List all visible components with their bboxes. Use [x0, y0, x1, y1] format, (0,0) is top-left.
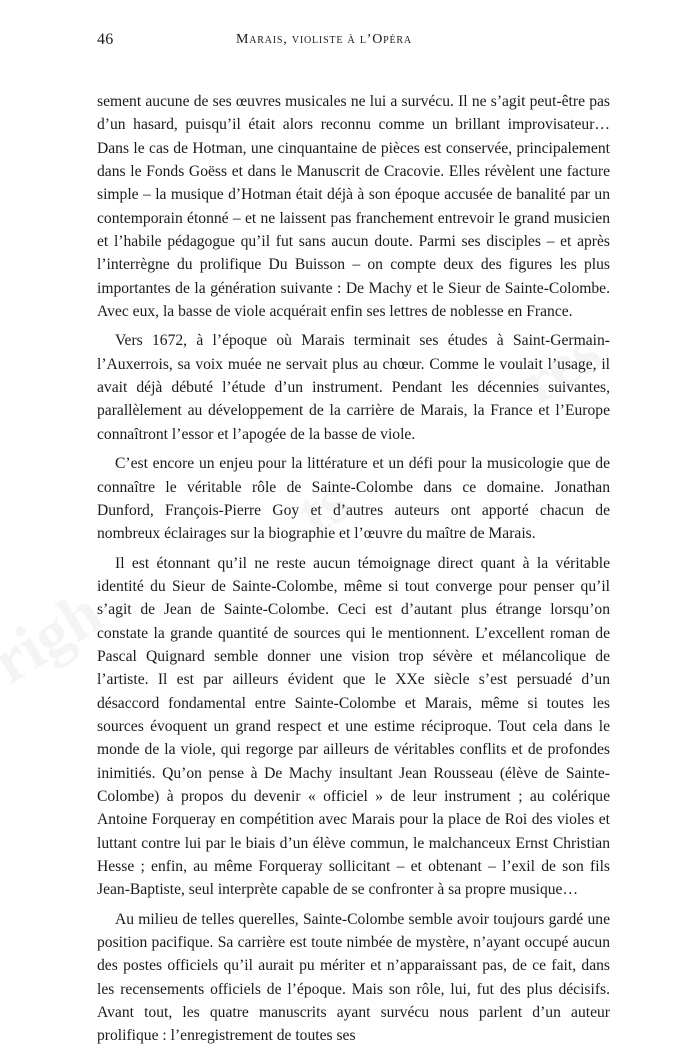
body-text — [97, 90, 610, 1048]
paragraph: sement aucune de ses œuvres musicales ne lui a survécu. Il ne s’agit peut-être pas d’un hasard, puisqu’il était alors reconnu comme un brillant improvisateur… Dans le cas de Hotman, une cinquantaine de pièces est conservée, principalement dans le Fonds Goëss et dans le Manuscrit de Cracovie. Elles révèlent une facture simple – la musique d’Hotman était déjà à son époque accusée de banalité par un contemporain étonné – et ne laissent pas franchement entrevoir le grand musicien et l’habile pédagogue qu’il fut sans aucun doute. Parmi ses disciples – et après l’interrègne du prolifique Du Buisson – on compte deux des figures les plus importantes de la génération suivante : De Machy et le Sieur de Sainte-Colombe. Avec eux, la basse de viole acquérait enfin ses lettres de noblesse en France. — [97, 93, 610, 321]
paragraph: C’est encore un enjeu pour la littérature et un défi pour la musicologie que de connaître le véritable rôle de Sainte-Colombe dans ce domaine. Jonathan Dunford, François-Pierre Goy et d’autres auteurs ont apporté chacun de nombreux éclairages sur la biographie et l’œuvre du maître de Marais. — [97, 455, 610, 543]
page-number: 46 — [97, 31, 114, 48]
paragraph: Au milieu de telles querelles, Sainte-Colombe semble avoir toujours gardé une position pacifique. Sa carrière est toute nimbée de mystère, n’ayant occupé aucun des postes officiels qu’il aurait pu mériter et n’apparaissant pas, de ce fait, dans les recensements officiels de l’époque. Mais son rôle, lui, fut des plus décisifs. Avant tout, les quatre manuscrits ayant survécu nous parlent d’un auteur prolifique : l’enregistrement de toutes ses — [97, 910, 610, 1045]
paragraph: Il est étonnant qu’il ne reste aucun témoignage direct quant à la véritable identité du Sieur de Sainte-Colombe, même si tout converge pour penser qu’il s’agit de Jean de Sainte-Colombe. Ceci est d’autant plus étrange lorsqu’on constate la grande quantité de sources qui le mentionnent. L’excellent roman de Pascal Quignard semble donner une vision trop sévère et mélancolique de l’artiste. Il est par ailleurs évident que le XXe siècle s’est persuadé d’un désaccord fondamental entre Sainte-Colombe et Marais, même si toutes les sources évoquent un grand respect et une estime réciproque. Tout cela dans le monde de la viole, qui regorge par ailleurs de véritables conflits et de profondes inimitiés. Qu’on pense à De Machy insultant Jean Rousseau (élève de Sainte-Colombe) à propos du devenir « officiel » de leur instrument ; au colérique Antoine Forqueray en compétition avec Marais pour la place de Roi des violes et luttant contre lui par le biais d’un élève commun, le malchanceux Ernst Christian Hesse ; enfin, au même Forqueray sollicitant – et obtenant – l’exil de son fils Jean-Baptiste, seul interprète capable de se confronter à sa propre musique… — [97, 554, 610, 899]
paragraph: Vers 1672, à l’époque où Marais terminait ses études à Saint-Germain-l’Auxerrois, sa voix muée ne servait plus au chœur. Comme le voulait l’usage, il avait déjà débuté l’étude d’un instrument. Pendant les décennies suivantes, parallèlement au développement de la carrière de Marais, la France et l’Europe connaîtront l’essor et l’apogée de la basse de viole. — [97, 332, 610, 443]
running-title: Marais, violiste à l’Opéra — [236, 32, 412, 47]
